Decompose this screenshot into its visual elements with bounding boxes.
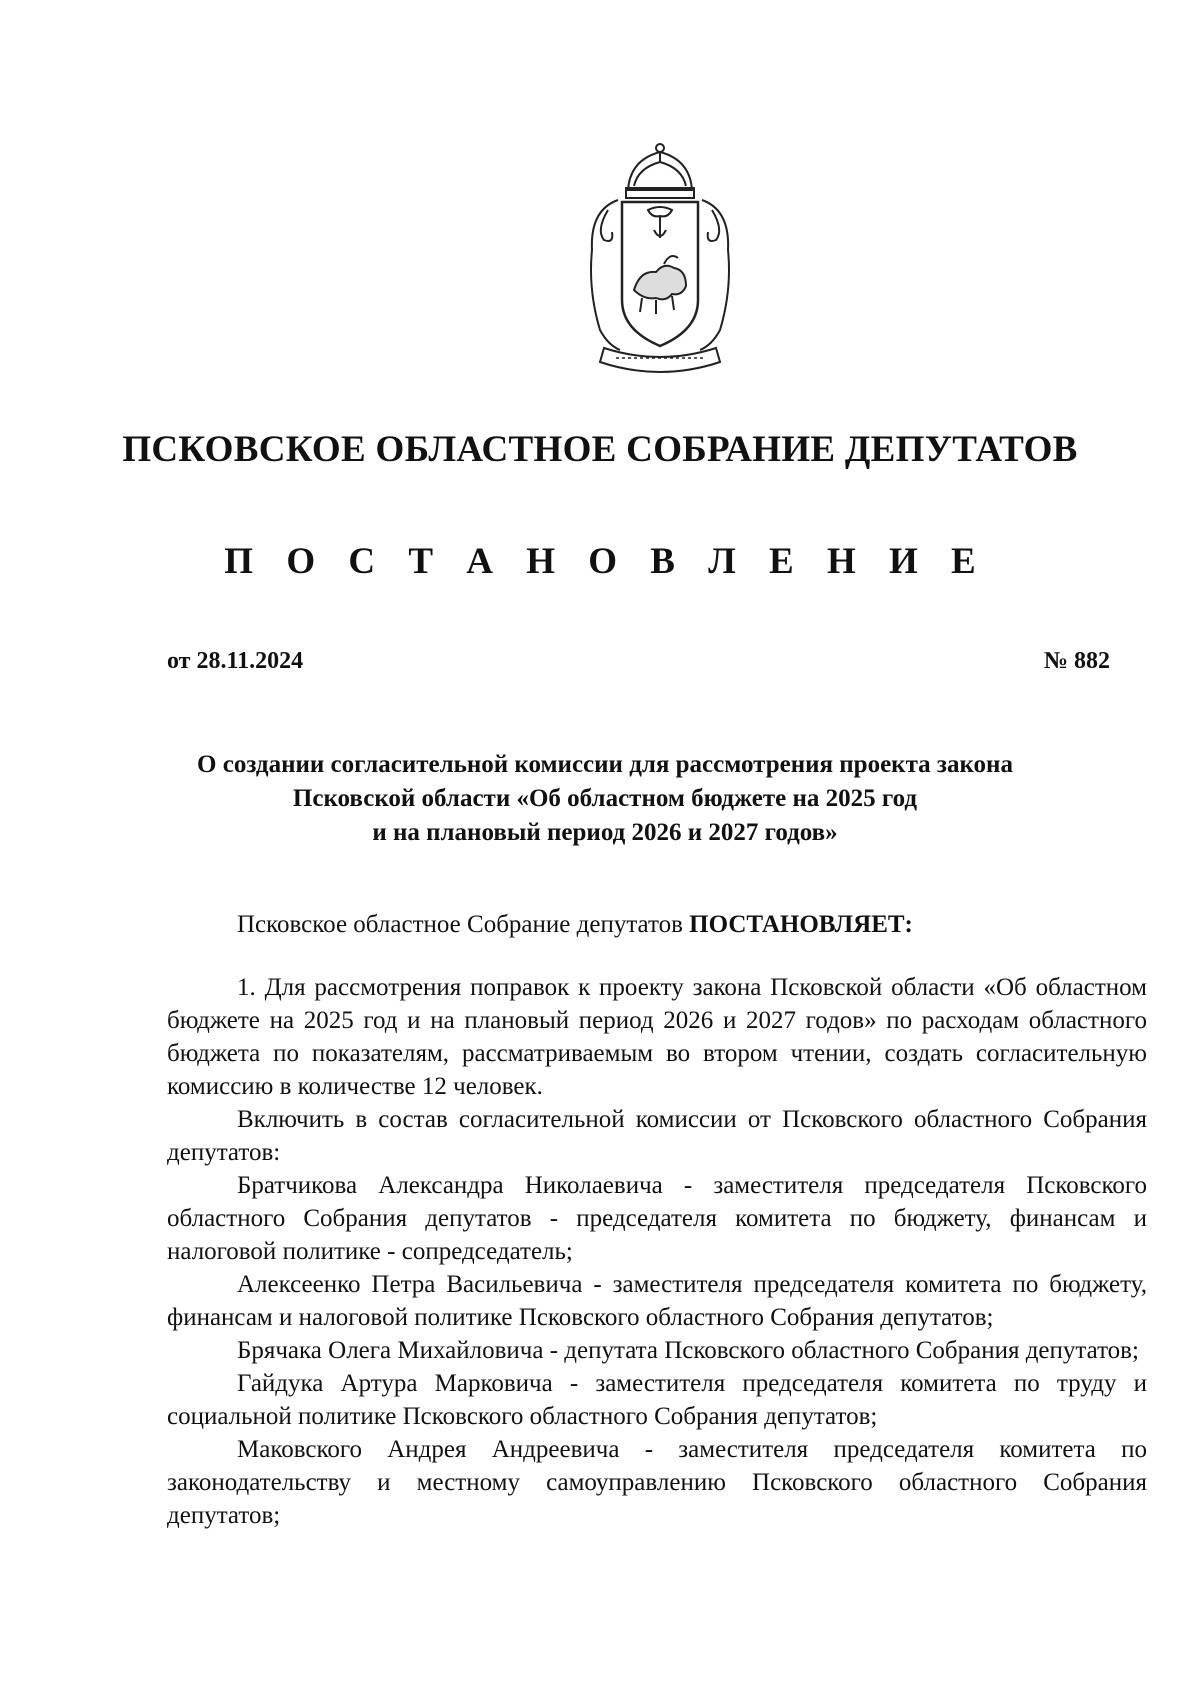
document-body <box>167 908 1147 1532</box>
organization-title: ПСКОВСКОЕ ОБЛАСТНОЕ СОБРАНИЕ ДЕПУТАТОВ <box>122 429 1078 470</box>
subject-line: и на плановый период 2026 и 2027 годов» <box>372 819 838 846</box>
resolution-intro <box>167 908 1147 941</box>
member-alekseenko: Алексеенко Петра Васильевича - заместителя председателя комитета по бюджету, финансам и налоговой политике Псковского областного Собрания депутатов; <box>167 1271 1147 1331</box>
member-makovsky: Маковского Андрея Андреевича - заместителя председателя комитета по законодательству и местному самоуправлению Псковского областного Собрания депутатов; <box>167 1436 1147 1529</box>
member-bratchikov: Братчикова Александра Николаевича - заместителя председателя Псковского областного Собрания депутатов - председателя комитета по бюджету, финансам и налоговой политике - сопредседатель; <box>167 1172 1147 1265</box>
member-bryachak: Брячака Олега Михайловича - депутата Псковского областного Собрания депутатов; <box>237 1337 1139 1364</box>
subject-line: О создании согласительной комиссии для рассмотрения проекта закона <box>197 751 1013 778</box>
subject-line: Псковской области «Об областном бюджете на 2025 год <box>292 785 918 812</box>
paragraph-composition: Включить в состав согласительной комиссии от Псковского областного Собрания депутатов: <box>167 1106 1147 1166</box>
document-type-title: П О С Т А Н О В Л Е Н И Е <box>224 541 988 582</box>
paragraph-item-1: 1. Для рассмотрения поправок к проекту закона Псковской области «Об областном бюджете на 2025 год и на плановый период 2026 и 2027 годов» по расходам областного бюджета по показателям, рассматриваемым во втором чтении, создать согласительную комиссию в количестве 12 человек. <box>167 974 1147 1100</box>
document-number: № 882 <box>1043 648 1110 674</box>
pskov-coat-of-arms-icon <box>560 140 760 390</box>
intro-text: Псковское областное Собрание депутатов <box>237 911 690 938</box>
member-gaiduk: Гайдука Артура Марковича - заместителя председателя комитета по труду и социальной политике Псковского областного Собрания депутатов; <box>167 1370 1147 1430</box>
document-date: от 28.11.2024 <box>167 648 304 674</box>
intro-decree-word: ПОСТАНОВЛЯЕТ: <box>689 911 913 938</box>
document-subject <box>150 748 1060 850</box>
